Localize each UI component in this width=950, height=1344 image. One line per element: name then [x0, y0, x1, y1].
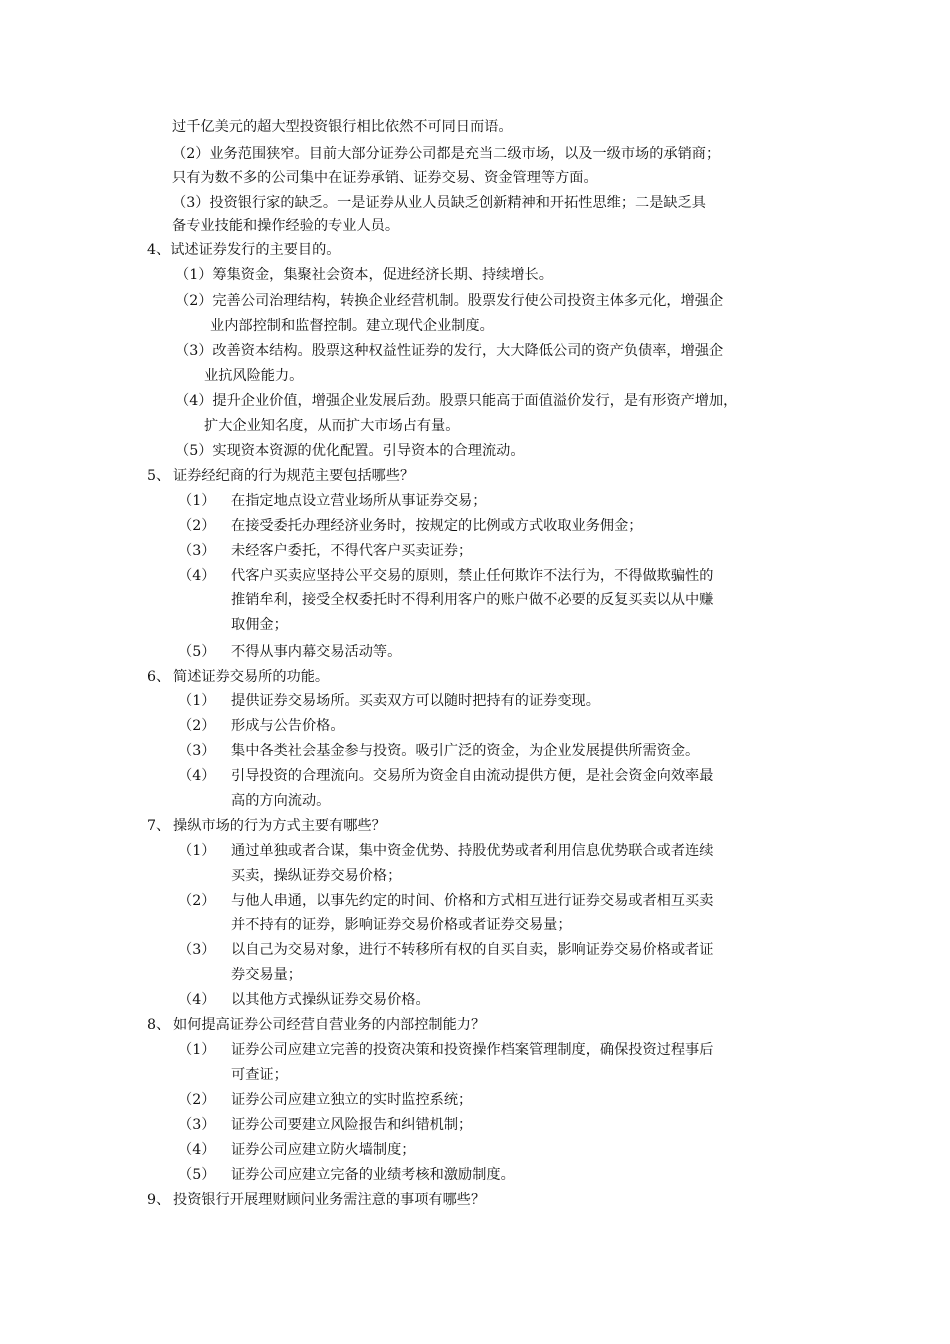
line-text: （3）改善资本结构。股票这种权益性证券的发行，大大降低公司的资产负债率，增强企: [175, 343, 724, 359]
line-text: 通过单独或者合谋，集中资金优势、持股优势或者利用信息优势联合或者连续: [231, 843, 714, 859]
item-number: （1）: [178, 1042, 216, 1058]
item-number: （5）: [178, 1167, 216, 1183]
line-text: 过千亿美元的超大型投资银行相比依然不可同日而语。: [172, 119, 513, 135]
text-line: [0, 1063, 950, 1087]
line-text: （1）筹集资金，集聚社会资本，促进经济长期、持续增长。: [175, 267, 553, 283]
text-line: [0, 588, 950, 612]
line-text: 取佣金；: [231, 617, 288, 633]
text-line: [0, 115, 950, 139]
line-text: 证券公司应建立独立的实时监控系统；: [231, 1092, 473, 1108]
line-text: 买卖，操纵证券交易价格；: [231, 868, 402, 884]
line-text: 证券公司应建立完善的投资决策和投资操作档案管理制度，确保投资过程事后: [231, 1042, 714, 1058]
text-line: [0, 238, 950, 262]
text-line: [0, 414, 950, 438]
item-number: （2）: [178, 718, 216, 734]
line-text: 不得从事内幕交易活动等。: [231, 644, 402, 660]
text-line: [0, 191, 950, 215]
text-line: [0, 214, 950, 238]
line-text: 券交易量；: [231, 967, 302, 983]
line-text: 在接受委托办理经济业务时，按规定的比例或方式收取业务佣金；: [231, 518, 643, 534]
text-line: [0, 714, 950, 738]
text-line: [0, 938, 950, 962]
item-number: 9、: [147, 1192, 171, 1208]
line-text: 备专业技能和操作经验的专业人员。: [172, 218, 400, 234]
text-line: [0, 864, 950, 888]
line-text: 证券公司要建立风险报告和纠错机制；: [231, 1117, 473, 1133]
line-text: 以其他方式操纵证券交易价格。: [231, 992, 430, 1008]
text-line: [0, 665, 950, 689]
text-line: [0, 640, 950, 664]
item-number: （2）: [178, 1092, 216, 1108]
text-line: [0, 364, 950, 388]
text-line: [0, 142, 950, 166]
line-text: 业内部控制和监督控制。建立现代企业制度。: [210, 318, 494, 334]
text-line: [0, 739, 950, 763]
text-line: [0, 539, 950, 563]
line-text: 并不持有的证券，影响证券交易价格或者证券交易量；: [231, 917, 572, 933]
line-text: 4、试述证券发行的主要目的。: [147, 242, 341, 258]
line-text: 扩大企业知名度，从而扩大市场占有量。: [204, 418, 460, 434]
line-text: 投资银行开展理财顾问业务需注意的事项有哪些？: [173, 1192, 486, 1208]
line-text: 高的方向流动。: [231, 793, 331, 809]
text-line: [0, 913, 950, 937]
line-text: 在指定地点设立营业场所从事证券交易；: [231, 493, 487, 509]
line-text: 证券公司应建立防火墙制度；: [231, 1142, 416, 1158]
text-line: [0, 1088, 950, 1112]
line-text: 如何提高证券公司经营自营业务的内部控制能力？: [173, 1017, 486, 1033]
line-text: （2）业务范围狭窄。目前大部分证券公司都是充当二级市场，以及一级市场的承销商；: [172, 146, 721, 162]
line-text: （2）完善公司治理结构，转换企业经营机制。股票发行使公司投资主体多元化，增强企: [175, 293, 724, 309]
text-line: [0, 988, 950, 1012]
text-line: [0, 263, 950, 287]
line-text: 可查证；: [231, 1067, 288, 1083]
item-number: （3）: [178, 942, 216, 958]
line-text: 集中各类社会基金参与投资。吸引广泛的资金，为企业发展提供所需资金。: [231, 743, 700, 759]
item-number: 8、: [147, 1017, 171, 1033]
text-line: [0, 613, 950, 637]
text-line: [0, 439, 950, 463]
item-number: （2）: [178, 893, 216, 909]
text-line: [0, 689, 950, 713]
text-line: [0, 1188, 950, 1212]
item-number: 5、: [147, 468, 171, 484]
text-line: [0, 1013, 950, 1037]
item-number: 6、: [147, 669, 171, 685]
text-line: [0, 1113, 950, 1137]
item-number: （2）: [178, 518, 216, 534]
text-line: [0, 314, 950, 338]
line-text: 代客户买卖应坚持公平交易的原则，禁止任何欺诈不法行为，不得做欺骗性的: [231, 568, 714, 584]
text-line: [0, 564, 950, 588]
text-line: [0, 889, 950, 913]
text-line: [0, 789, 950, 813]
line-text: 操纵市场的行为方式主要有哪些？: [173, 818, 386, 834]
text-line: [0, 764, 950, 788]
line-text: 提供证券交易场所。买卖双方可以随时把持有的证券变现。: [231, 693, 600, 709]
line-text: 未经客户委托，不得代客户买卖证券；: [231, 543, 473, 559]
line-text: 证券经纪商的行为规范主要包括哪些？: [173, 468, 415, 484]
item-number: （1）: [178, 493, 216, 509]
text-line: [0, 166, 950, 190]
item-number: 7、: [147, 818, 171, 834]
item-number: （4）: [178, 1142, 216, 1158]
item-number: （4）: [178, 768, 216, 784]
item-number: （1）: [178, 843, 216, 859]
text-line: [0, 1038, 950, 1062]
text-line: [0, 963, 950, 987]
line-text: （3）投资银行家的缺乏。一是证券从业人员缺乏创新精神和开拓性思维；二是缺乏具: [172, 195, 706, 211]
text-line: [0, 839, 950, 863]
line-text: 业抗风险能力。: [204, 368, 304, 384]
line-text: 推销牟利，接受全权委托时不得利用客户的账户做不必要的反复买卖以从中赚: [231, 592, 714, 608]
line-text: （4）提升企业价值，增强企业发展后劲。股票只能高于面值溢价发行，是有形资产增加，: [175, 393, 738, 409]
line-text: 以自己为交易对象，进行不转移所有权的自买自卖，影响证券交易价格或者证: [231, 942, 714, 958]
text-line: [0, 339, 950, 363]
item-number: （3）: [178, 743, 216, 759]
line-text: 只有为数不多的公司集中在证券承销、证券交易、资金管理等方面。: [172, 170, 598, 186]
text-line: [0, 1138, 950, 1162]
text-line: [0, 464, 950, 488]
line-text: 与他人串通，以事先约定的时间、价格和方式相互进行证券交易或者相互买卖: [231, 893, 714, 909]
item-number: （4）: [178, 992, 216, 1008]
line-text: （5）实现资本资源的优化配置。引导资本的合理流动。: [175, 443, 525, 459]
line-text: 简述证券交易所的功能。: [173, 669, 330, 685]
text-line: [0, 289, 950, 313]
item-number: （3）: [178, 1117, 216, 1133]
item-number: （4）: [178, 568, 216, 584]
line-text: 引导投资的合理流向。交易所为资金自由流动提供方便，是社会资金向效率最: [231, 768, 714, 784]
text-line: [0, 1163, 950, 1187]
text-line: [0, 389, 950, 413]
line-text: 证券公司应建立完备的业绩考核和激励制度。: [231, 1167, 515, 1183]
text-line: [0, 814, 950, 838]
text-line: [0, 489, 950, 513]
text-line: [0, 514, 950, 538]
item-number: （1）: [178, 693, 216, 709]
line-text: 形成与公告价格。: [231, 718, 345, 734]
item-number: （5）: [178, 644, 216, 660]
item-number: （3）: [178, 543, 216, 559]
